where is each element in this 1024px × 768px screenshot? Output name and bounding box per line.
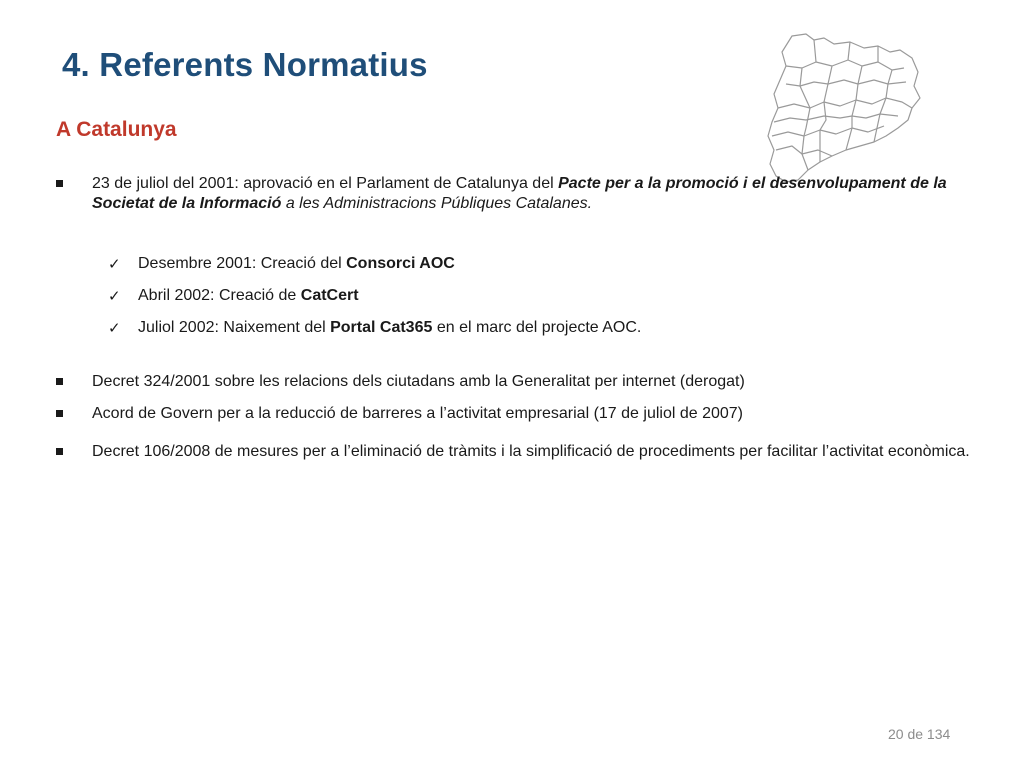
checkmark-icon: ✓ xyxy=(108,319,121,337)
sub-item-bold: CatCert xyxy=(300,287,359,304)
sub-item-text: Abril 2002: Creació de xyxy=(138,287,301,304)
slide-title: 4. Referents Normatius xyxy=(62,46,428,83)
bullet-emphasis: Pacte per a la promoció i el desenvolupament de la Societat de la Informació xyxy=(92,175,947,212)
sub-item-text: Juliol 2002: Naixement del xyxy=(138,319,331,336)
sub-item-portal-cat365 xyxy=(56,318,1004,338)
section-subtitle: A Catalunya xyxy=(56,118,177,141)
sub-item-catcert xyxy=(56,286,1004,306)
square-bullet-icon xyxy=(56,448,63,455)
square-bullet-icon xyxy=(56,410,63,417)
sub-item-consorci-aoc xyxy=(56,254,1004,274)
sub-item-bold: Portal Cat365 xyxy=(330,319,433,336)
checkmark-icon: ✓ xyxy=(108,287,121,305)
bullet-text-italic: a les Administracions Públiques Catalanes. xyxy=(281,195,593,212)
square-bullet-icon xyxy=(56,180,63,187)
bullet-item-acord-govern xyxy=(56,404,1004,424)
bullet-item-decret-324 xyxy=(56,372,1004,392)
bullet-item-pacte xyxy=(56,174,1004,214)
bullet-text: Decret 324/2001 sobre les relacions dels ciutadans amb la Generalitat per internet (derogat) xyxy=(92,373,745,390)
checkmark-icon: ✓ xyxy=(108,255,121,273)
catalonia-map-image xyxy=(762,32,926,184)
slide-content xyxy=(56,174,1004,462)
bullet-text: Acord de Govern per a la reducció de barreres a l’activitat empresarial (17 de juliol de 2007) xyxy=(92,405,744,422)
sub-item-bold: Consorci AOC xyxy=(346,255,455,272)
bullet-text: 23 de juliol del 2001: aprovació en el Parlament de Catalunya del xyxy=(92,175,559,192)
page-indicator: 20 de 134 xyxy=(888,726,951,742)
sub-item-text-after: en el marc del projecte AOC. xyxy=(432,319,642,336)
bullet-item-decret-106 xyxy=(56,442,1004,462)
sub-item-text: Desembre 2001: Creació del xyxy=(138,255,347,272)
bullet-text: Decret 106/2008 de mesures per a l’eliminació de tràmits i la simplificació de procediments per facilitar l’activitat econòmica. xyxy=(92,443,970,460)
square-bullet-icon xyxy=(56,378,63,385)
